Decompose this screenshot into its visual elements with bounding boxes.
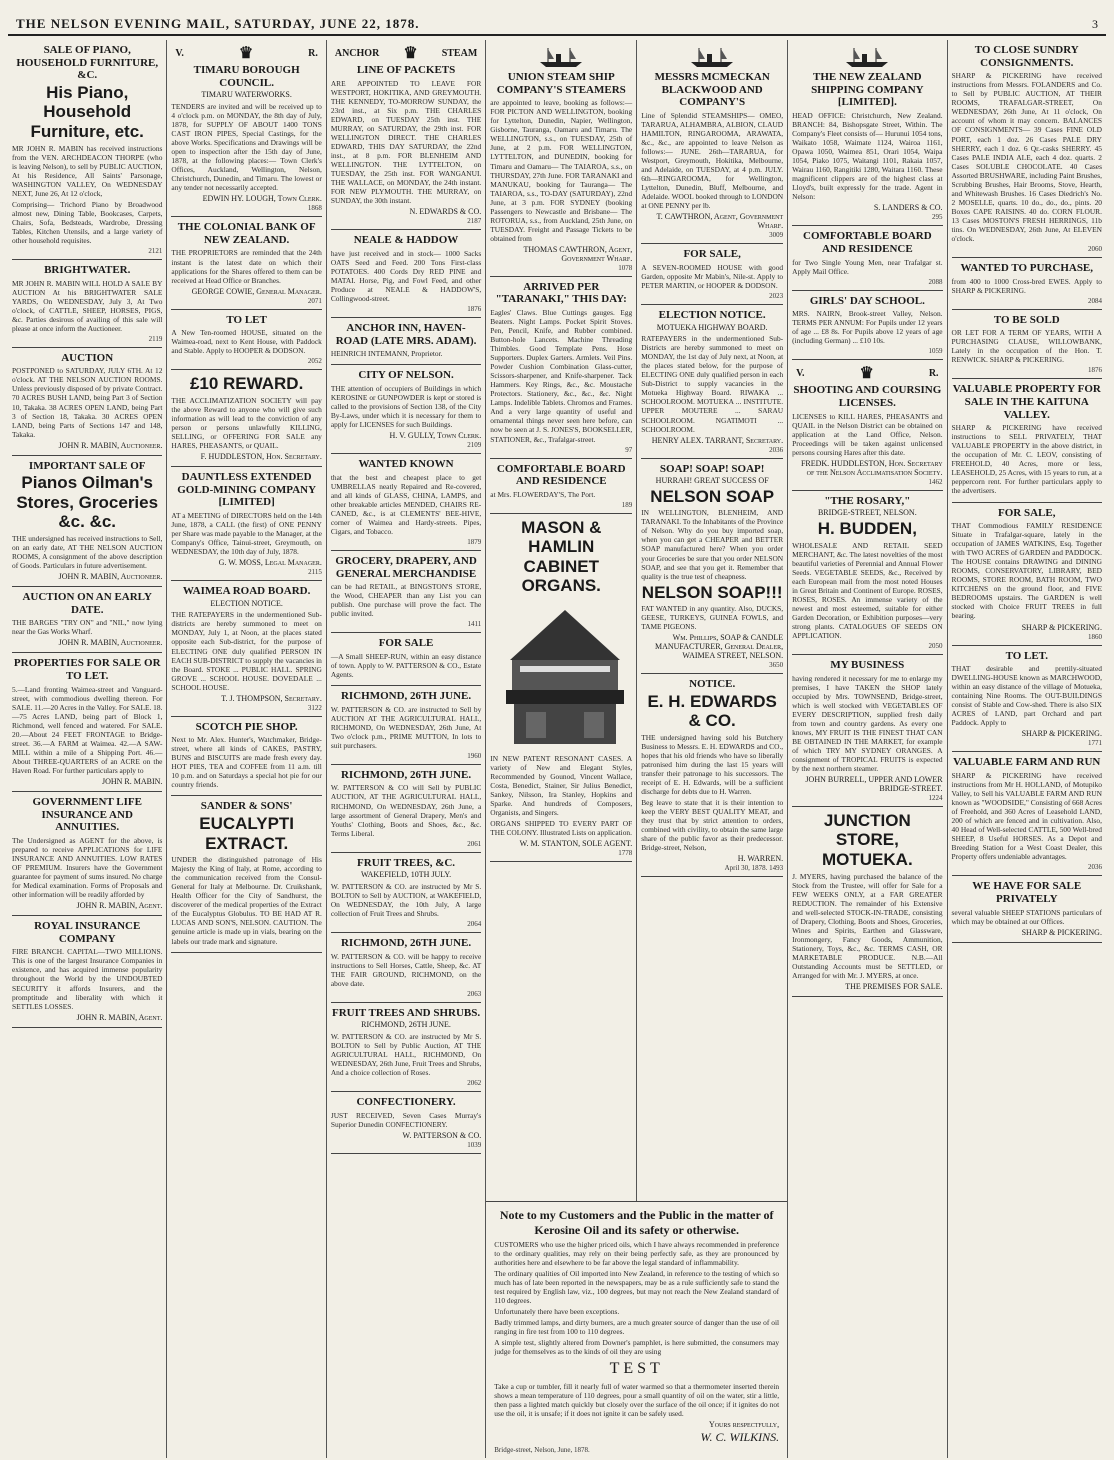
ad-signature: JOHN R. MABIN.	[101, 776, 163, 786]
page-number: 3	[1092, 17, 1098, 31]
ad-signature: JOHN R. MABIN, Auctioneer.	[58, 638, 163, 648]
column-4-5-top	[486, 40, 787, 1201]
ad-reference-number: 1778	[618, 849, 633, 858]
advertisement	[792, 226, 942, 290]
advertisement	[331, 686, 481, 765]
ad-signature: T. CAWTHRON, Agent, Government Wharf.	[656, 212, 784, 231]
advertisement	[171, 310, 321, 371]
column-1	[8, 40, 167, 1458]
advertisement	[12, 792, 162, 916]
ad-body: can be had RETAIL, at BINGSTON'S STORE, the Wood, CHEAPER than any List you can publish. One purchase will prove the fact. The public invited.	[330, 582, 482, 619]
ad-body: WHOLESALE AND RETAIL SEED MERCHANT, &c. The latest novelties of the most beautiful varieties of Perennial and Annual Flower Seeds. VEGETABLE SEEDS, &c., Received by each European mail from the most noted Houses in Great Britain and Continent of Europe. ROSES, ROSES, ROSES. An immense variety of the newest and most esteemed, suitable for either Garden Decoration, or Exhibition purposes—very strong plants. CATALOGUES OF SEEDS ON APPLICATION.	[792, 540, 943, 640]
ad-reference-number: 2036	[1087, 863, 1102, 872]
ad-heading: CONFECTIONERY.	[356, 1096, 456, 1109]
advertisement	[171, 370, 321, 467]
emblem-row	[331, 43, 481, 63]
advertisement	[952, 40, 1102, 258]
advertisement	[331, 230, 481, 318]
ad-signature: G. W. MOSS, Legal Manager.	[218, 558, 322, 568]
advertisement	[490, 459, 632, 514]
advertisement	[331, 853, 481, 933]
ad-heading: COMFORTABLE BOARD AND RESIDENCE	[803, 230, 932, 255]
advertisement	[792, 360, 942, 490]
ad-body: Eagles' Claws. Blue Cuttings gauges. Egg Beaters. Night Lamps. Pocket Spirit Stoves. Pen, Pencil, Knife, and Rubber combined. Button-hole Lancets. Machine Threading Thimbles. Good Template Pens. Hose Supporters. Duplex Garters. Armlets. Veil Pins. Powder Cushion Combination Glass-cutter, Scissors-sharpener, and Knife-sharpener. Tack Hammers. Key Rings, &c., &c. Moustache Protectors. Stationery, &c., &c., &c. Night Lamps. Indelible Tablets. Chromos and Frames. And a very large quantity of useful and ornamental things never seen here before, can now be seen at J. S. JONES'S, BOOKSELLER, STATIONER, &c., Trafalgar-street.	[490, 308, 633, 444]
ad-body: RATEPAYERS in the undermentioned Sub-Districts are hereby summoned to meet on MONDAY, the 1st day of July next, at Noon, at the places stated below, for the purpose of ELECTING ONE duly qualified person in each Sub-District to supply vacancies in the Motueka Highway Board. RIWAKA ... SCHOOLROOM. MOTUEKA ... INSTITUTE. UPPER MOUTERE ... SARAU SCHOOLROOM. NGATIMOTI ... SCHOOLROOM.	[641, 334, 784, 434]
steamship-icon	[538, 45, 584, 69]
columns	[8, 40, 1106, 1458]
ad-heading: AUCTION	[61, 351, 114, 364]
ad-reference-number: 1039	[467, 1140, 482, 1149]
ad-reference-number: 1224	[928, 793, 943, 802]
column-4	[486, 40, 637, 1201]
ad-reference-number: 1960	[467, 751, 482, 760]
advertisement	[12, 587, 162, 653]
ad-body: AT a MEETING of DIRECTORS held on the 14th June, 1878, a CALL (the first) of ONE PENNY per Share was made payable to the Manager, at the Company's Office, Tainui-street, Greymouth, on WEDNESDAY, the 10th day of July, 1878.	[171, 510, 322, 557]
ad-body: THE PROPRIETORS are reminded that the 24th instant is the latest date on which their applications for the Shares offered to them can be received at Head Office or Branches.	[171, 248, 322, 285]
ad-reference-number: 2088	[928, 277, 943, 286]
ad-body: Line of Splendid STEAMSHIPS— OMEO, TARARUA, ALHAMBRA, ALBION, CLAUD HAMILTON, RINGAROOMA, ARAWATA, &c., &c., are appointed to leave Nelson as follows:— JUNE. 26th—TARARUA, for Westport, Greymouth, Hokitika, Melbourne, and Adelaide, on TUESDAY, at 4 p.m. JULY. 6th—RINGAROOMA, for Wellington, Lyttelton, Dunedin, Bluff, Melbourne, and Adelaide. WOOL booked through to LONDON at ONE PENNY per lb.	[641, 110, 784, 211]
ad-heading: THE NEW ZEALAND SHIPPING COMPANY [LIMITED].	[811, 71, 924, 109]
ad-reference-number: 295	[932, 213, 943, 222]
column-4-5	[486, 40, 788, 1458]
ad-body: having rendered it necessary for me to enlarge my premises, I have TAKEN the SHOP lately occupied by Mrs. TOWNSEND, Bridge-street, which is well stocked with VEGETABLES OF EVERY DESCRIPTION, supplied fresh daily from town and country gardens. As every one knows, MY FRUIT IS THE FINEST THAT CAN BE OBTAINED IN THE MARKET, for example of which TRY MY SYDNEY ORANGES. A consignment of TROPICAL FRUITS is expected by the next northern steamer.	[792, 673, 943, 773]
ad-body: MR JOHN R. MABIN WILL HOLD A SALE BY AUCTION At his BRIGHTWATER SALE YARDS, On WEDNESDAY, July 3, At Two o'clock, of CATTLE, SHEEP, HORSES, PIGS, &c. Parties desirous of availing of this sale will please at once inform the Auctioneer.	[12, 278, 163, 333]
kerosine-notice-body-1: CUSTOMERS who use the higher priced oils, which I have always recommended in preference to the ordinary qualities, may rely on their being perfectly safe, as they are pronounced by authorities here and elsewhere to be far above the legal standard of inflammability.	[494, 1239, 780, 1267]
kerosine-notice-body-5: A simple test, slightly altered from Downer's pamphlet, is here submitted, the consumers may judge for themselves as to the kinds of oil they are using	[494, 1337, 780, 1356]
ad-reference-number: 2063	[467, 989, 482, 998]
ad-signature: F. HUDDLESTON, Hon. Secretary.	[200, 452, 322, 462]
ad-reference-number: 97	[625, 445, 633, 454]
ad-heading: WE HAVE FOR SALE PRIVATELY	[972, 880, 1082, 905]
ad-body: TENDERS are invited and will be received up to 4 o'clock p.m. on MONDAY, the 8th day of July, 1878, for SUPPLY OF ABOUT 1400 TONS CAST IRON PIPES, Special Castings, for the above Works. Specifications and Drawings will be open to inspection after the 15th day of June, 1878, at the following places:— Town Clerk's Offices, Auckland, Wellington, Nelson, Christchurch, Dunedin, and Timaru. The lowest or any tender not necessarily accepted.	[171, 101, 322, 193]
ad-body: —A Small SHEEP-RUN, within an easy distance of town. Apply to W. PATTERSON & CO., Estate Agents.	[330, 651, 482, 679]
ad-body: The Undersigned as AGENT for the above, is prepared to receive APPLICATIONS for LIFE INSURANCE AND ANNUITIES. LOW RATES OF PREMIUM. Insurers have the Government guarantee for payment of sums insured. No charge for Medical examination. Forms of Proposals and other information will be readily afforded by	[12, 835, 163, 900]
masthead	[8, 6, 1106, 36]
ad-heading: RICHMOND, 26TH JUNE.	[340, 937, 472, 949]
ad-body: A New Ten-roomed HOUSE, situated on the Waimea-road, next to Kent House, with Paddock and Stable. Apply to HOOPER & DODSON.	[171, 328, 322, 356]
ad-heading: AUCTION ON AN EARLY DATE.	[22, 591, 152, 616]
ad-subheading: HURRAH! GREAT SUCCESS OF	[655, 476, 769, 486]
ad-heading: MESSRS MCMECKAN BLACKWOOD AND COMPANY'S	[654, 71, 770, 109]
ad-reference-number: 3650	[769, 661, 784, 670]
ad-heading: VALUABLE PROPERTY FOR SALE IN THE KAITUNA VALLEY.	[952, 383, 1101, 421]
advertisement	[792, 655, 942, 807]
ad-body-2: FAT WANTED in any quantity. Also, DUCKS, GEESE, TURKEYS, GUINEA FOWLS, and TAME PIGEONS.	[641, 604, 784, 632]
ad-body: MR JOHN R. MABIN has received instructions from the VEN. ARCHDEACON THORPE (who is leaving Nelson), to sell by PUBLIC AUCTION, At his Residence, All Saints' Parsonage, WASHINGTON VALLEY, On WEDNESDAY NEXT, June 26, At 12 o'clock,	[12, 143, 163, 198]
ad-body: HEAD OFFICE: Christchurch, New Zealand. BRANCH: 84, Bishopsgate Street, Within. The Company's Fleet consists of— Hurunui 1054 tons, Waikato 1058, Waimate 1124, Wairoa 1161, Opawa 1050, Waimea 851, Orari 1054, Waipa 1054, Piako 1075, Waitangi 1101, Rakaia 1057, Wairau 1160, Rangitiki 1280, Waitara 1160. These magnificent clippers are of the highest class at Lloyd's, built expressly for the trade. Agent in Nelson:	[792, 110, 943, 202]
ad-signature: GEORGE COWIE, General Manager.	[191, 286, 322, 296]
ad-body: J. MYERS, having purchased the balance of the Stock from the Trustee, will offer for Sale for a FEW WEEKS ONLY, at a FAR GREATER REDUCTION. The remainder of his Extensive and well-selected STOCK-IN-TRADE, consisting of Drapery, Clothing, Boots and Shoes, Groceries, Wines and Spirits, Earthen and Glassware, Ironmongery, Fancy Goods, Ammunition, Stationery, Toys, &c., &c. TERMS CASH, OR MARKETABLE PRODUCE. N.B.—All Outstanding Accounts must be SETTLED, or Arranged for with Mr. J. MYERS, at once.	[792, 871, 943, 980]
ad-reference-number: 1868	[307, 204, 322, 213]
ad-heading: TIMARU BOROUGH COUNCIL.	[193, 64, 300, 89]
ad-signature: JOHN R. MABIN, Auctioneer.	[58, 440, 163, 450]
ad-reference-number: 2060	[1087, 244, 1102, 253]
ad-subheading: BRIDGE-STREET, NELSON.	[817, 508, 917, 518]
ad-heading: FOR SALE,	[683, 248, 741, 261]
ad-signature: SHARP & PICKERING.	[1021, 729, 1102, 739]
advertisement	[641, 40, 783, 244]
advertisement	[331, 551, 481, 633]
notice-place: Bridge-street, Nelson, June, 1878.	[494, 1446, 590, 1454]
advertisement	[171, 717, 321, 797]
ad-body: OR LET FOR A TERM OF YEARS, WITH A PURCHASING CLAUSE, WILLOWBANK, Lately in the occupation of the Hon. T. RENWICK. SHARP & PICKERING.	[951, 328, 1102, 365]
ad-reference-number: 3009	[769, 231, 784, 240]
ad-heading: ELECTION NOTICE.	[658, 309, 766, 321]
ad-reference-number: 2061	[467, 839, 482, 848]
advertisement	[641, 459, 783, 675]
advertisement	[12, 40, 162, 260]
ad-heading: FOR SALE,	[998, 506, 1056, 519]
ad-reference-number: 2109	[467, 441, 482, 450]
ad-heading: SCOTCH PIE SHOP.	[195, 720, 298, 733]
advertisement	[490, 277, 632, 459]
advertisement	[952, 876, 1102, 942]
ad-body: POSTPONED to SATURDAY, JULY 6TH. At 12 o'clock. AT THE NELSON AUCTION ROOMS. Unless previously disposed of by private Contract. 70 ACRES BUSH LAND, being Part 3 of Section 10, Takaka. 38 ACRES OPEN LAND, being Part 3 of Section 18, Takaka. 30 ACRES OPEN LAND, being Parts of Sections 147 and 148, Takaka.	[12, 366, 163, 439]
ad-body: THE ACCLIMATIZATION SOCIETY will pay the above Reward to anyone who will give such information as will lead to the conviction of any person or persons unlawfully KILLING, SELLING, or OFFERING FOR SALE any HARES, PHEASANTS, or QUAIL.	[171, 395, 322, 451]
advertisement	[12, 348, 162, 456]
advertisement	[952, 752, 1102, 876]
ad-heading: VALUABLE FARM AND RUN	[953, 756, 1101, 769]
advertisement	[952, 503, 1102, 646]
ad-body: from 400 to 1000 Cross-bred EWES. Apply to SHARP & PICKERING.	[951, 276, 1102, 295]
ad-body: 5.—Land fronting Waimea-street and Vanguard-street, with commodious dwelling thereon. For SALE. 11.—20 Acres in the Valley. For SALE. 18.—75 Acres LAND, being part of Block 1, Richmond, well fenced and watered. For SALE. 20.—About 24 FEET FRONTAGE to Bridge-street. 36.—A FARM at Waimea. 42.—A SAW-MILL within a mile of a Shipping Port. 46.—About THREE-QUARTERS of an ACRE on the Haven Road. For further particulars apply to	[12, 684, 163, 775]
advertisement	[792, 40, 942, 226]
ad-body: THE attention of occupiers of Buildings in which KEROSINE or GUNPOWDER is kept or stored is called to the provisions of Section 138, of the City By-Laws, under which it is necessary for them to apply for LICENSES for such Buildings.	[330, 383, 482, 429]
advertisement	[171, 40, 321, 217]
ad-reference-number: 2052	[307, 357, 322, 366]
steamship-icon	[844, 45, 890, 69]
ad-reference-number: 1876	[1087, 366, 1102, 375]
ad-body: at Mrs. FLOWERDAY'S, The Port.	[490, 489, 596, 499]
ad-reference-number: 2187	[467, 217, 482, 226]
ad-heading: GIRLS' DAY SCHOOL.	[809, 294, 925, 307]
ad-display-heading: H. BUDDEN,	[817, 519, 917, 539]
emblem-right: STEAM	[441, 47, 478, 59]
ad-heading: LINE OF PACKETS	[356, 64, 456, 76]
ad-heading: FOR SALE	[378, 637, 434, 650]
ad-heading: ARRIVED PER "TARANAKI," THIS DAY:	[495, 280, 627, 306]
ad-heading: IMPORTANT SALE OF	[28, 459, 146, 472]
crest-icon: ♛	[859, 365, 874, 383]
ad-heading: CITY OF NELSON.	[358, 369, 454, 382]
advertisement	[171, 467, 321, 581]
ad-signature: THE PREMISES FOR SALE.	[845, 981, 943, 991]
ad-display-heading: £10 REWARD.	[189, 374, 304, 394]
ad-heading: SOAP! SOAP! SOAP!	[659, 462, 765, 475]
advertisement	[331, 318, 481, 365]
advertisement	[952, 379, 1102, 502]
advertisement	[641, 244, 783, 305]
advertisement	[490, 40, 632, 277]
ad-signature: W. PATTERSON & CO.	[402, 1130, 482, 1140]
ad-reference-number: 1462	[928, 477, 943, 486]
ad-reference-number: 2119	[148, 334, 163, 343]
ad-subheading: WAKEFIELD, 10TH JULY.	[360, 870, 452, 880]
ad-heading: ANCHOR INN, HAVEN-ROAD (LATE MRS. ADAM).	[335, 321, 477, 347]
ad-reference-number: 2121	[148, 246, 163, 255]
ad-reference-number: April 30, 1878. 1493	[724, 864, 784, 873]
ad-body: Next to Mr. Alex. Hunter's, Watchmaker, Bridge-street, where all kinds of CAKES, PASTRY, BUNS and BISCUITS are made fresh every day. HOT PIES, TEA and COFFEE from 11 a.m. till 10 p.m. and on Saturdays a special hot pie for our country friends.	[171, 735, 322, 790]
ad-signature: T. J. THOMPSON, Secretary.	[221, 693, 322, 703]
ad-body: THE RATEPAYERS in the undermentioned Sub-districts are hereby summoned to meet on MONDAY, July 1, at Noon, at the places stated opposite each Sub-district, for the purpose of ELECTING ONE duly qualified PERSON IN EACH SUB-DISTRICT to supply the vacancies in the Board. STOKE ... PUBLIC HALL. SPRING GROVE ... SCHOOL HOUSE. DOVEDALE ... SCHOOL HOUSE.	[171, 610, 322, 692]
emblem-row	[792, 363, 942, 383]
advertisement	[12, 260, 162, 348]
ad-signature: JOHN BURRELL, UPPER AND LOWER BRIDGE-STREET.	[805, 774, 943, 793]
ad-display-heading: JUNCTION STORE, MOTUEKA.	[822, 810, 913, 869]
ad-signature: JOHN R. MABIN, Agent.	[76, 901, 163, 911]
masthead-title: THE NELSON EVENING MAIL, SATURDAY, JUNE 22, 1878.	[16, 16, 420, 31]
column-7	[948, 40, 1106, 1458]
kerosine-notice-body-4: Badly trimmed lamps, and dirty burners, are a much greater source of danger than the use of oil ranging in fire test from 100 to 110 degrees.	[494, 1317, 780, 1336]
ad-display-heading: E. H. EDWARDS & CO.	[647, 691, 777, 731]
advertisement	[952, 310, 1102, 380]
ad-body: SHARP & PICKERING have received instructions to SELL PRIVATELY, THAT VALUABLE PROPERTY in the above district, in the occupation of Mr. C. LEOV, consisting of FREEHOLD, 40 Acres, more or less, LEASEHOLD, 25 Acres, with 15 years to run, at a peppercorn rent. For further particulars apply to the advertisers.	[951, 423, 1102, 496]
emblem-left: ANCHOR	[334, 47, 380, 59]
ad-heading: COMFORTABLE BOARD AND RESIDENCE	[496, 462, 626, 488]
ad-body: that the best and cheapest place to get UMBRELLAS neatly Repaired and Re-covered, and all kinds of GLASS, CHINA, LAMPS, and other breakable articles MENDED, CHAIRS RE-CANED, &c., is at CLEMENTS' BEE-HIVE, corner of Waimea and Hardy-streets. Pipes, Cigars, and Tobacco.	[330, 472, 482, 536]
ad-body: THE undersigned having sold his Butchery Business to Messrs. E. H. EDWARDS and CO., hopes that his old friends who have so liberally patronised him during the last 15 years will transfer their patronage to his successors. The receipt of E. H. Edwards, will be a sufficient discharge for debts due to H. Warren.	[641, 732, 784, 797]
ad-body: IN NEW PATENT RESONANT CASES. A variety of New and Elegant Styles, Recommended by Gounod, Vincent Wallace, Costa, Benedict, Stainer, Sir Julius Benedict, Sankey, Nilsson, Ira Stanley, Hopkins and Sparke. And hundreds of Composers, Organists, and Singers.	[490, 754, 633, 818]
ad-heading: TO LET.	[1005, 649, 1048, 662]
advertisement	[331, 1092, 481, 1154]
ad-heading: SANDER & SONS'	[200, 800, 293, 813]
advertisement	[490, 514, 632, 862]
ad-reference-number: 1411	[467, 620, 482, 629]
ad-body: MRS. NAIRN, Brook-street Valley, Nelson. TERMS PER ANNUM: For Pupils under 12 years of age ... £8 8s. For Pupils above 12 years of age (including German) ... £10 10s.	[792, 309, 943, 346]
ad-heading: SHOOTING AND COURSING LICENSES.	[793, 384, 942, 409]
column-6	[788, 40, 947, 1458]
ad-body: A SEVEN-ROOMED HOUSE with good Garden, opposite Mr Mabin's, Nile-st. Apply to PETER MARTIN, or HOOPER & DODSON.	[641, 262, 784, 290]
ad-body: SHARP & PICKERING have received instructions from Messrs. FOLANDERS and Co. to Sell by PUBLIC AUCTION, AT THEIR ROOMS, TRAFALGAR-STREET, On WEDNESDAY, 26th June, At 11 o'clock, On account of whom it may concern. BALANCES OF CONSIGNMENTS— 39 Cases FINE OLD PORT, each 1 doz. 26 Cases PALE DRY SHERRY, each 1 doz. 6 Qr.-casks SHERRY. 45 Cases PALE INDIA ALE, each 4 doz. quarts. 2 Cases SOLUBLE CHOCOLATE. 40 Cases Assorted BRUSHWARE, including Paint Brushes, Scrubbing Brushes, Hair Brooms, Stove, Hearth, and Whitewash Brushes. 16 Cases Diedrich's No. 2 MOSELLE, quarts. 10 do., do., do., pints. 20 Boxes CAPE RAISINS. 40 do. CORN FLOUR. 13 Cases MOSTON'S FRESH HERRINGS, 11b tins. On WEDNESDAY, 26th June, At ELEVEN o'clock.	[951, 71, 1102, 243]
advertisement	[171, 796, 321, 952]
ad-body: JUST RECEIVED, Seven Cases Murray's Superior Dunedin CONFECTIONERY.	[330, 1110, 482, 1129]
ad-body-2: Comprising— Trichord Piano by Broadwood almost new, Dining Table, Bookcases, Carpets, Chairs, Sofa, Bedsteads, Wardrobe, Dressing Tables, Kitchen Utensils, and a large variety of other household requisites.	[12, 199, 163, 245]
ad-display-heading: NELSON SOAP	[650, 486, 775, 506]
wilkins-signature: W. C. WILKINS.	[700, 1430, 780, 1444]
emblem-right: R.	[308, 47, 318, 59]
ad-body: HEINRICH INTEMANN, Proprietor.	[330, 349, 443, 359]
kerosine-notice-body-3: Unfortunately there have been exceptions.	[494, 1306, 620, 1316]
ad-body: W. PATTERSON & CO. will be happy to receive instructions to Sell Horses, Cattle, Sheep, &c. AT THE FAIR GROUND, RICHMOND, on the above date.	[330, 951, 482, 988]
ad-reference-number: 1860	[1087, 632, 1102, 641]
ad-heading: GROCERY, DRAPERY, AND GENERAL MERCHANDISE	[335, 554, 477, 580]
ad-reference-number: 2115	[308, 568, 322, 577]
ad-heading: RICHMOND, 26TH JUNE.	[340, 690, 472, 703]
ad-reference-number: 2036	[769, 445, 784, 454]
ad-reference-number: 189	[621, 500, 633, 509]
ad-heading: THE COLONIAL BANK OF NEW ZEALAND.	[177, 221, 316, 246]
ad-display-heading: MASON & HAMLIN CABINET ORGANS.	[521, 517, 602, 596]
ad-signature: SHARP & PICKERING.	[1021, 927, 1102, 937]
ad-body: SHARP & PICKERING have received instructions from Mr H. HOLLAND, of Motupiko Valley, to Sell his VALUABLE FARM AND RUN known as "WOODSIDE," Consisting of 668 Acres of Freehold, and 360 Acres of Leasehold LAND, 200 of which are fenced and in cultivation. Also, 40 Head of Well-selected CATTLE, 500 Well-bred SHEEP, 8 Useful HORSES. As a Depot and Breeding Station for a West Coast Dealer, this Property offers undeniable advantages.	[951, 771, 1102, 862]
ad-reference-number: 2071	[307, 296, 322, 305]
ad-heading: TO CLOSE SUNDRY CONSIGNMENTS.	[974, 44, 1079, 69]
ad-subheading: TIMARU WATERWORKS.	[201, 90, 292, 100]
crest-icon: ♛	[403, 45, 418, 62]
advertisement	[331, 765, 481, 853]
ad-signature: S. LANDERS & CO.	[873, 203, 943, 213]
ad-body-2: ORGANS SHIPPED TO EVERY PART OF THE COLONY. Illustrated Lists on application.	[490, 819, 633, 838]
kerosine-notice-title: Note to my Customers and the Public in the matter of Kerosine Oil and its safety or otherwise.	[499, 1207, 774, 1237]
ad-reference-number: 1059	[928, 347, 943, 356]
test-title: TEST	[609, 1359, 664, 1377]
ad-body: THAT desirable and prettily-situated DWELLING-HOUSE known as MARCHWOOD, within an easy distance of the village of Motueka, containing Nine Rooms. The OUT-BUILDINGS consist of Stable and Cow-shed. There is also SIX ACRES of LAND, part Orchard and part Paddock. Apply to	[951, 664, 1102, 728]
ad-body: W. PATTERSON & CO. are instructed by Mr S. BOLTON to Sell by AUCTION, at WAKEFIELD, On WEDNESDAY, the 10th July, A large collection of Fruit Trees and Shrubs.	[330, 881, 482, 918]
cabinet-organ-illustration	[490, 600, 637, 750]
ad-signature: JOHN R. MABIN, Auctioneer.	[58, 572, 163, 582]
ad-display-heading: Pianos Oilman's Stores, Groceries &c. &c.	[16, 473, 159, 532]
ad-heading: MY BUSINESS	[830, 658, 905, 671]
column-2	[167, 40, 326, 1458]
ad-signature: HENRY ALEX. TARRANT, Secretary.	[651, 435, 784, 445]
ad-body: have just received and in stock— 1000 Sacks OATS Seed and Feed. 200 Tons First-class POTATOES. 400 Cords Dry RED PINE and MATAI. Horse, Pig, and Fowl Feed, and other Produce at NEALE & HADDOW'S, Collingwood-street.	[330, 248, 482, 303]
steamship-icon	[689, 45, 735, 69]
ad-heading: SALE OF PIANO, HOUSEHOLD FURNITURE, &C.	[16, 44, 159, 82]
kerosine-notice-body-2: The ordinary qualities of Oil imported into New Zealand, in reference to the testing of which so much has of late been reported in the newspapers, may be as a rule sufficiently safe to stand the test required by English law, viz., 100 degrees, but may not reach the New Zealand standard of 110 degrees.	[494, 1268, 780, 1305]
ad-display-heading: EUCALYPTI EXTRACT.	[199, 814, 295, 853]
ad-signature: THOMAS CAWTHRON, Agent, Government Wharf.	[523, 244, 633, 263]
ad-body: LICENSES to KILL HARES, PHEASANTS and QUAIL in the Nelson District can be obtained on application at the Land Office, Nelson. Proceedings will be taken against unlicensed persons coursing Hares after this date.	[792, 411, 943, 457]
ad-heading: PROPERTIES FOR SALE OR TO LET.	[13, 657, 161, 683]
advertisement	[12, 916, 162, 1028]
advertisement	[331, 1003, 481, 1092]
ad-reference-number: 2050	[928, 641, 943, 650]
ad-reference-number: 2064	[467, 920, 482, 928]
ad-body: THE BARGES "TRY ON" and "NIL," now lying near the Gas Works Wharf.	[12, 618, 163, 637]
ad-body: for Two Single Young Men, near Trafalgar st. Apply Mail Office.	[792, 257, 943, 276]
ad-reference-number: 2062	[467, 1079, 482, 1088]
ad-body: several valuable SHEEP STATIONS particulars of which may be obtained at our Offices.	[951, 907, 1102, 926]
ad-heading: WANTED TO PURCHASE,	[960, 261, 1094, 274]
ad-reference-number: 1771	[1087, 739, 1102, 748]
ad-heading: ROYAL INSURANCE COMPANY	[34, 920, 141, 945]
ad-reference-number: 1876	[467, 304, 482, 313]
ad-signature: EDWIN HY. LOUGH, Town Clerk.	[202, 194, 322, 204]
ad-heading: WAIMEA ROAD BOARD.	[182, 585, 311, 598]
advertisement	[12, 456, 162, 587]
ad-heading: UNION STEAM SHIP COMPANY'S STEAMERS	[496, 71, 626, 96]
advertisement	[952, 258, 1102, 310]
advertisement	[792, 807, 942, 997]
ad-body-2: Beg leave to state that it is their intention to keep the VERY BEST QUALITY MEAT, and they trust that by strict attention to orders, combined with civility, to obtain the same large share of the public favor as their predecessor. Bridge-street, Nelson,	[641, 798, 784, 853]
ad-subheading: RICHMOND, 26TH JUNE.	[361, 1020, 451, 1030]
crest-icon: ♛	[238, 45, 254, 62]
advertisement	[331, 454, 481, 551]
ad-subheading: ELECTION NOTICE.	[210, 598, 283, 608]
advertisement	[171, 217, 321, 309]
yours-line: Yours respectfully,	[708, 1420, 780, 1429]
ad-reference-number: 1879	[467, 537, 482, 546]
ad-display-heading: His Piano, Household Furniture, etc.	[30, 82, 144, 142]
ad-display-heading-2: NELSON SOAP!!!	[641, 582, 783, 602]
advertisement	[792, 291, 942, 361]
ad-body: W. PATTERSON & CO. are instructed by Mr S. BOLTON to Sell by Public Auction, AT THE AGRICULTURAL HALL, RICHMOND, On WEDNESDAY, 26th June, Fruit Trees and Shrubs, And a choice collection of Roses.	[330, 1032, 482, 1078]
ad-heading: WANTED KNOWN	[358, 458, 454, 471]
ad-heading: DAUNTLESS EXTENDED GOLD-MINING COMPANY [LIMITED]	[177, 471, 317, 509]
advertisement	[641, 674, 783, 877]
ad-body: IN WELLINGTON, BLENHEIM, AND TARANAKI. To the Inhabitants of the Province of Nelson. Why do you buy imported soap, when you can get a CHEAPER and BETTER SOAP manufactured here? When you order your Groceries be sure that you order NELSON SOAP, and see that you get it. Remember that quality is the true test of cheapness.	[641, 508, 784, 581]
ad-heading: NEALE & HADDOW	[353, 234, 459, 247]
ad-reference-number: 3122	[307, 703, 322, 712]
ad-signature: SHARP & PICKERING.	[1021, 622, 1102, 632]
ad-heading: BRIGHTWATER.	[44, 263, 131, 276]
ad-heading: TO BE SOLD	[993, 313, 1060, 326]
advertisement	[331, 40, 481, 230]
advertisement	[12, 653, 162, 792]
ad-heading: "THE ROSARY,"	[824, 494, 911, 507]
emblem-row	[171, 43, 321, 63]
emblem-left: V.	[796, 367, 805, 379]
ad-body: THAT Commodious FAMILY RESIDENCE Situate in Trafalgar-square, lately in the occupation of JAMES WATKINS, Esq. Together with TWO ACRES of GARDEN and PADDOCK. The HOUSE contains DRAWING and DINING ROOMS, CONSERVATORY, LIBRARY, BED ROOMS, STORE ROOM, BATH ROOM, TWO KITCHENS on the ground floor, and FIVE BEDROOMS upstairs. The GARDEN is well stocked with Choice FRUIT TREES in full bearing.	[951, 521, 1102, 621]
ad-body: THE undersigned has received instructions to Sell, on an early date, AT THE NELSON AUCTION ROOMS, A consignment of the above description of Goods. Particulars in future advertisement.	[12, 533, 163, 570]
ad-body: W. PATTERSON & CO. are instructed to Sell by AUCTION AT THE AGRICULTURAL HALL, RICHMOND, On WEDNESDAY, 26th June, At Two o'clock p.m., PRIME MUTTON, In lots to suit purchasers.	[330, 704, 482, 750]
test-body: Take a cup or tumbler, fill it nearly full of water warmed so that a thermometer inserted therein shows a mean temperature of 110 degrees, pour a small quantity of oil on the water, stir a little, then pass a lighted match quickly but closely over the surface of the oil once; if it ignites do not use the oil, it is unsafe; if it does not ignite it can be safely used.	[494, 1381, 780, 1418]
ad-subheading: MOTUEKA HIGHWAY BOARD.	[656, 322, 768, 332]
advertisement	[171, 581, 321, 717]
emblem-right: R.	[928, 367, 939, 379]
advertisement	[952, 646, 1102, 753]
ad-reference-number: 1078	[618, 263, 633, 272]
advertisement	[331, 365, 481, 454]
ad-body: UNDER the distinguished patronage of His Majesty the King of Italy, at Rome, according to the communication received from the Consul-General for Italy at Melbourne. Dr. Cruikshank, Health Officer for the City of Sandhurst, the discoverer of the medical properties of the Extract of the Eucalyptus Globulus. TO BE HAD AT R. LUCAS AND SON'S, NELSON. CAUTION. The genuine article is made up in vials, bearing on the labels our trade mark and signature.	[171, 855, 322, 946]
ad-signature: H. V. GULLY, Town Clerk.	[389, 431, 482, 441]
ad-heading: RICHMOND, 26TH JUNE.	[340, 768, 472, 781]
emblem-left: V.	[175, 47, 184, 59]
ad-body: W. PATTERSON & CO will Sell by PUBLIC AUCTION, AT THE AGRICULTURAL HALL, RICHMOND, On WEDNESDAY, 26th June, a large assortment of General Drapery, Men's and Youths' Clothing, Boots and Shoes, &c., &c. Terms Liberal.	[330, 783, 482, 838]
column-5	[637, 40, 787, 1201]
ad-heading: GOVERNMENT LIFE INSURANCE AND ANNUITIES.	[32, 795, 142, 834]
kerosine-notice	[486, 1201, 787, 1459]
advertisement	[641, 305, 783, 459]
ad-body: ARE APPOINTED TO LEAVE FOR WESTPORT, HOKITIKA, AND GREYMOUTH. THE KENNEDY, TO-MORROW SUNDAY, the 23rd inst., at Six p.m. THE CHARLES EDWARD, on TUESDAY 25th inst. THE MURRAY, on SATURDAY, the 29th inst. FOR WELLINGTON DIRECT. THE CHARLES EDWARD, THIS DAY SATURDAY, the 22nd inst., at 8 p.m. FOR BLENHEIM AND WELLINGTON. THE LYTTELTON, on TUESDAY, the 25th inst. FOR WANGANUI. THE WALLACE, on MONDAY, the 24th instant. FOR NEW PLYMOUTH. THE MURRAY, on SUNDAY, the 30th instant.	[330, 78, 482, 206]
ad-signature: JOHN R. MABIN, Agent.	[76, 1012, 163, 1022]
advertisement	[331, 633, 481, 686]
ad-signature: FREDK. HUDDLESTON, Hon. Secretary of the Nelson Acclimatisation Society.	[800, 458, 943, 477]
ad-signature: W. M. STANTON, SOLE AGENT.	[519, 839, 633, 849]
advertisement	[331, 933, 481, 1003]
ad-body: are appointed to leave, booking as follows:— FOR PICTON AND WELLINGTON, booking for Lyttelton, Dunedin, Napier, Wellington, Gisborne, Tauranga, Oamaru and Timaru. The WELLINGTON, s.s., on TUESDAY, 25th of June, at 2 p.m. FOR WELLINGTON, LYTTELTON, and DUNEDIN, booking for Timaru and Oamaru— The TAIAROA, s.s., on THURSDAY, 27th June. FOR TARANAKI and MANUKAU, booking for Tauranga— The TAIAROA, s.s., TO-DAY (SATURDAY), 22nd June, at 3 p.m. FOR SYDNEY (booking Passengers to Newcastle and Brisbane— The ROTORUA, s.s., from Auckland, 25th June, on TUESDAY. Freight and Passage Tickets to be obtained from	[490, 98, 633, 243]
ad-heading: NOTICE.	[689, 678, 736, 691]
ad-reference-number: 2084	[1087, 296, 1102, 305]
ad-heading: FRUIT TREES, &C.	[357, 856, 456, 869]
ad-signature: H. WARREN.	[737, 854, 784, 864]
ad-body: FIRE BRANCH. CAPITAL—TWO MILLIONS. This is one of the largest Insurance Companies in existence, and has acquired immense popularity throughout the World by the UNDOUBTED SECURITY it affords Insurers, and the promptitude and liberality with which it SETTLES LOSSES.	[12, 947, 163, 1011]
advertisement	[792, 491, 942, 655]
column-3	[327, 40, 486, 1458]
ad-heading: FRUIT TREES AND SHRUBS.	[331, 1006, 481, 1019]
ad-reference-number: 2023	[769, 292, 784, 300]
ad-signature: N. EDWARDS & CO.	[409, 207, 482, 217]
ad-heading: TO LET	[226, 313, 267, 326]
ad-signature: Wm. Phillips, SOAP & CANDLE MANUFACTURER, General Dealer, WAIMEA STREET, NELSON.	[654, 633, 784, 661]
